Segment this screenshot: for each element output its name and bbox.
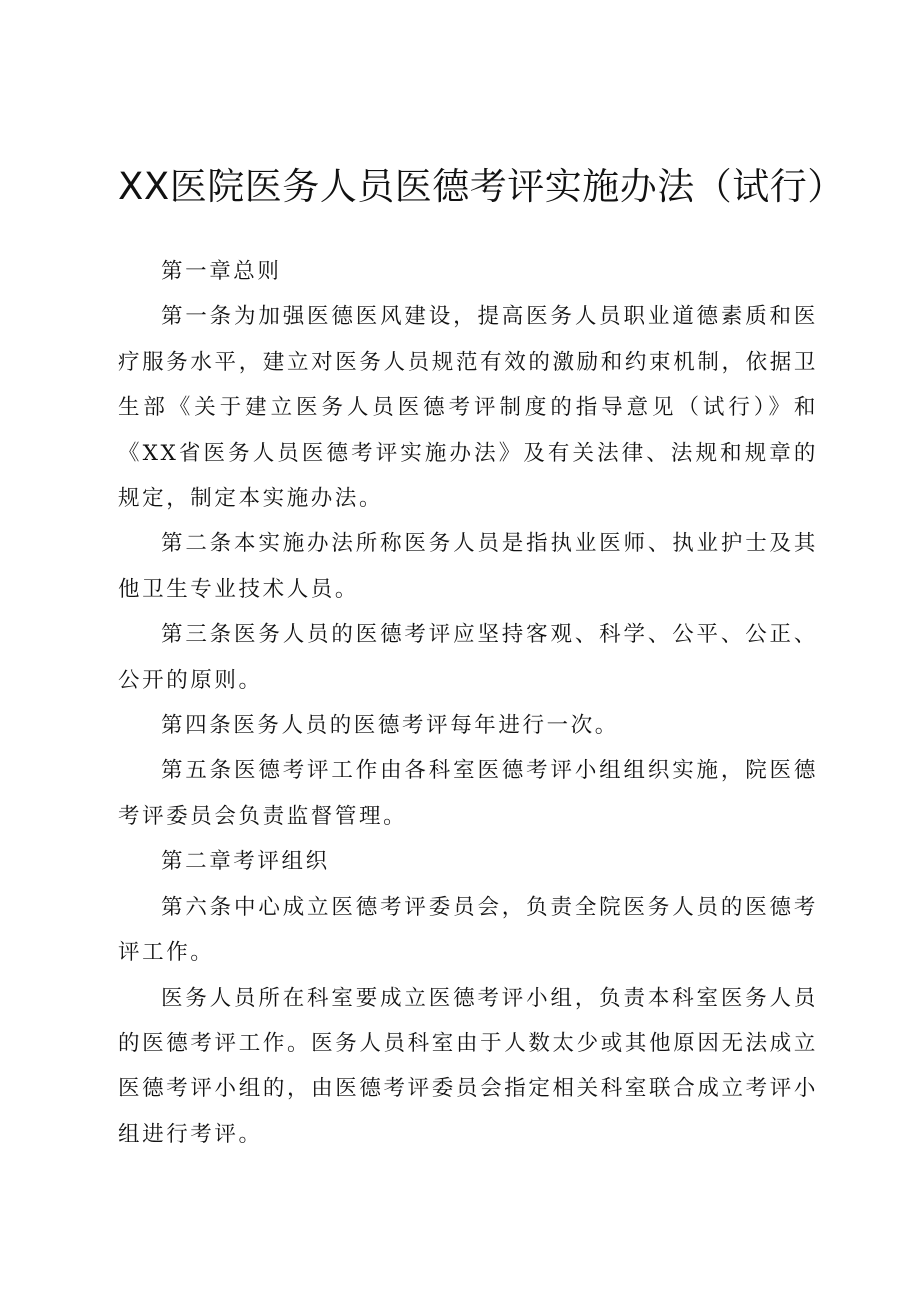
- article-4-paragraph: 第四条医务人员的医德考评每年进行一次。: [161, 713, 619, 739]
- article-6-paragraph: 第六条中心成立医德考评委员会，负责全院医务人员的医德考评工作。: [118, 894, 818, 966]
- article-6-continued-paragraph: 医务人员所在科室要成立医德考评小组，负责本科室医务人员的医德考评工作。医务人员科室由于人数太少或其他原因无法成立医德考评小组的，由医德考评委员会指定相关科室联合成立考评小组进行考评。: [118, 985, 818, 1147]
- article-2-paragraph: 第二条本实施办法所称医务人员是指执业医师、执业护士及其他卫生专业技术人员。: [118, 531, 818, 602]
- chapter-heading-1: 第一章总则: [161, 259, 282, 284]
- article-1-paragraph: 第一条为加强医德医风建设，提高医务人员职业道德素质和医疗服务水平，建立对医务人员规范有效的激励和约束机制，依据卫生部《关于建立医务人员医德考评制度的指导意见（试行）》和《XX省医务人员医德考评实施办法》及有关法律、法规和规章的规定，制定本实施办法。: [118, 304, 818, 512]
- document-title: XX医院医务人员医德考评实施办法（试行）: [118, 165, 845, 208]
- document-body: [118, 249, 818, 1157]
- article-5-paragraph: 第五条医德考评工作由各科室医德考评小组组织实施，院医德考评委员会负责监督管理。: [118, 758, 818, 829]
- article-3-paragraph: 第三条医务人员的医德考评应坚持客观、科学、公平、公正、公开的原则。: [118, 622, 818, 693]
- chapter-heading-2: 第二章考评组织: [161, 849, 330, 875]
